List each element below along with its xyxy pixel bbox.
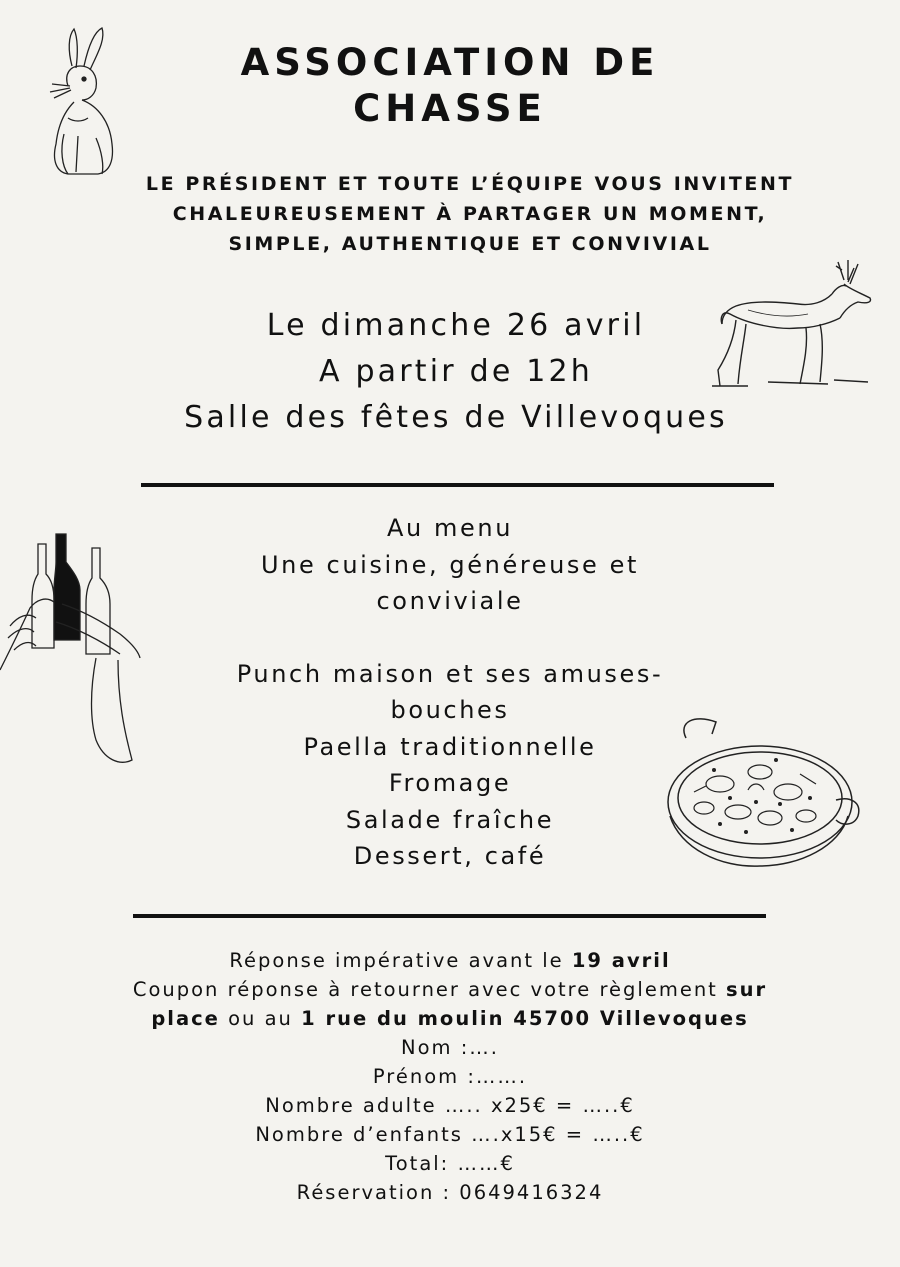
reply-address-text: ou au xyxy=(219,1007,302,1030)
invitation-subtitle xyxy=(20,169,900,259)
field-prenom: Prénom :……. xyxy=(372,1065,528,1088)
menu-item: Punch maison et ses amuses- xyxy=(236,659,664,688)
page-title xyxy=(0,40,900,132)
menu-intro: Une cuisine, généreuse et xyxy=(260,550,640,579)
menu-item: Dessert, café xyxy=(353,842,547,870)
menu-section xyxy=(0,510,900,875)
reply-address-street: 1 rue du moulin 45700 Villevoques xyxy=(301,1007,749,1030)
subtitle-line: CHALEUREUSEMENT À PARTAGER UN MOMENT, xyxy=(172,203,768,225)
menu-item: bouches xyxy=(390,696,510,724)
menu-item: Fromage xyxy=(388,769,512,797)
event-date: Le dimanche 26 avril xyxy=(266,308,646,343)
menu-item: Paella traditionnelle xyxy=(303,732,597,761)
subtitle-line: LE PRÉSIDENT ET TOUTE L’ÉQUIPE VOUS INVITENT xyxy=(145,173,795,195)
reply-address xyxy=(0,1004,900,1033)
reply-deadline-text: Réponse impérative avant le xyxy=(229,949,572,972)
menu-heading: Au menu xyxy=(386,514,514,542)
event-details xyxy=(6,303,900,441)
reply-deadline-date: 19 avril xyxy=(571,949,671,972)
field-enfants: Nombre d’enfants ….x15€ = …..€ xyxy=(255,1123,645,1146)
title-line-2: CHASSE xyxy=(353,87,547,130)
reply-instructions xyxy=(0,975,900,1004)
event-time: A partir de 12h xyxy=(318,354,593,389)
subtitle-line: SIMPLE, AUTHENTIQUE ET CONVIVIAL xyxy=(228,233,712,255)
reply-instructions-text: Coupon réponse à retourner avec votre règlement xyxy=(132,978,727,1001)
field-total: Total: ……€ xyxy=(385,1152,515,1175)
reply-coupon xyxy=(0,946,900,1207)
reply-deadline xyxy=(0,946,900,975)
field-adultes: Nombre adulte ….. x25€ = …..€ xyxy=(265,1094,635,1117)
menu-intro: conviviale xyxy=(376,587,524,615)
reply-instructions-bold: sur xyxy=(726,978,768,1001)
title-line-1: ASSOCIATION DE xyxy=(240,41,660,84)
event-venue: Salle des fêtes de Villevoques xyxy=(184,400,728,435)
reply-address-bold: place xyxy=(151,1007,220,1030)
divider xyxy=(133,914,766,918)
menu-item: Salade fraîche xyxy=(345,805,555,834)
field-nom: Nom :…. xyxy=(401,1036,499,1059)
reservation-phone: Réservation : 0649416324 xyxy=(296,1181,604,1204)
divider xyxy=(141,483,774,487)
